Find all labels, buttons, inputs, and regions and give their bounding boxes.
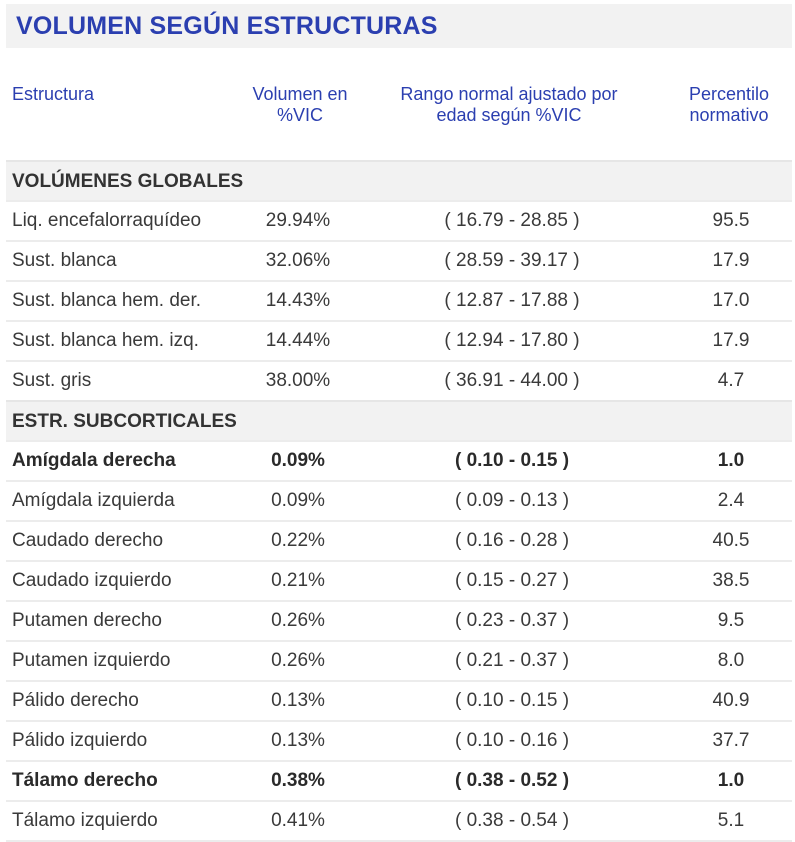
structure-name: Putamen izquierdo [12, 650, 171, 671]
percentile-value: 38.5 [712, 570, 750, 591]
table-row [6, 800, 792, 840]
section-header [6, 160, 792, 200]
section-header [6, 400, 792, 440]
normal-range: ( 0.09 - 0.13 ) [454, 490, 570, 511]
title-bar [6, 4, 792, 48]
table-row [6, 240, 792, 280]
volume-value: 14.43% [265, 290, 331, 311]
normal-range: ( 36.91 - 44.00 ) [444, 370, 580, 391]
volume-value: 29.94% [265, 210, 331, 231]
structure-name: Pálido derecho [12, 690, 139, 711]
percentile-value: 17.0 [712, 290, 750, 311]
table-row [6, 280, 792, 320]
structure-name: Sust. gris [12, 370, 92, 391]
structure-name: Amígdala derecha [12, 450, 176, 471]
table-row [6, 680, 792, 720]
section-title: ESTR. SUBCORTICALES [12, 411, 237, 432]
normal-range: ( 0.38 - 0.54 ) [454, 810, 570, 831]
volume-value: 0.38% [271, 770, 325, 791]
normal-range: ( 0.16 - 0.28 ) [454, 530, 570, 551]
percentile-value: 17.9 [712, 250, 750, 271]
normal-range: ( 0.15 - 0.27 ) [454, 570, 570, 591]
header-range: Rango normal ajustado por edad según %VIC [400, 84, 618, 125]
table-row [6, 640, 792, 680]
percentile-value: 2.4 [717, 490, 745, 511]
volume-value: 38.00% [265, 370, 331, 391]
percentile-value: 37.7 [712, 730, 750, 751]
normal-range: ( 0.21 - 0.37 ) [454, 650, 570, 671]
percentile-value: 4.7 [717, 370, 745, 391]
table-row [6, 440, 792, 480]
volume-value: 0.22% [271, 530, 325, 551]
header-structure: Estructura [12, 84, 95, 104]
structure-name: Putamen derecho [12, 610, 162, 631]
table-row [6, 360, 792, 400]
structure-name: Sust. blanca [12, 250, 117, 271]
volume-value: 0.09% [271, 490, 325, 511]
percentile-value: 40.9 [712, 690, 750, 711]
volume-value: 14.44% [265, 330, 331, 351]
volume-value: 0.09% [271, 450, 325, 471]
page-title: VOLUMEN SEGÚN ESTRUCTURAS [16, 12, 438, 40]
table-row [6, 520, 792, 560]
normal-range: ( 0.38 - 0.52 ) [454, 770, 570, 791]
structure-name: Liq. encefalorraquídeo [12, 210, 202, 231]
volume-value: 0.41% [271, 810, 325, 831]
section-title: VOLÚMENES GLOBALES [12, 171, 244, 192]
percentile-value: 95.5 [712, 210, 750, 231]
normal-range: ( 0.10 - 0.15 ) [454, 690, 570, 711]
table-row [6, 480, 792, 520]
volume-value: 0.13% [271, 690, 325, 711]
volume-value: 32.06% [265, 250, 331, 271]
volume-value: 0.26% [271, 610, 325, 631]
structure-name: Tálamo izquierdo [12, 810, 158, 831]
structure-name: Caudado izquierdo [12, 570, 172, 591]
percentile-value: 9.5 [717, 610, 745, 631]
structure-name: Amígdala izquierda [12, 490, 175, 511]
normal-range: ( 12.87 - 17.88 ) [444, 290, 580, 311]
table-row [6, 760, 792, 800]
normal-range: ( 12.94 - 17.80 ) [444, 330, 580, 351]
volume-value: 0.21% [271, 570, 325, 591]
percentile-value: 17.9 [712, 330, 750, 351]
structure-name: Sust. blanca hem. der. [12, 290, 202, 311]
normal-range: ( 0.10 - 0.16 ) [454, 730, 570, 751]
percentile-value: 5.1 [717, 810, 745, 831]
percentile-value: 1.0 [717, 450, 745, 471]
normal-range: ( 0.23 - 0.37 ) [454, 610, 570, 631]
percentile-value: 8.0 [717, 650, 745, 671]
volume-value: 0.26% [271, 650, 325, 671]
volume-value: 0.13% [271, 730, 325, 751]
percentile-value: 40.5 [712, 530, 750, 551]
structure-name: Sust. blanca hem. izq. [12, 330, 199, 351]
structure-name: Tálamo derecho [12, 770, 158, 791]
structure-name: Pálido izquierdo [12, 730, 148, 751]
table-row [6, 600, 792, 640]
structure-name: Caudado derecho [12, 530, 164, 551]
percentile-value: 1.0 [717, 770, 745, 791]
table-row [6, 560, 792, 600]
table-row [6, 320, 792, 360]
table-row [6, 200, 792, 240]
normal-range: ( 0.10 - 0.15 ) [454, 450, 570, 471]
table-row [6, 720, 792, 760]
header-volume: Volumen en %VIC [252, 84, 348, 125]
normal-range: ( 28.59 - 39.17 ) [444, 250, 580, 271]
volume-table [6, 160, 792, 842]
header-percentile: Percentilo normativo [688, 84, 770, 125]
normal-range: ( 16.79 - 28.85 ) [444, 210, 580, 231]
